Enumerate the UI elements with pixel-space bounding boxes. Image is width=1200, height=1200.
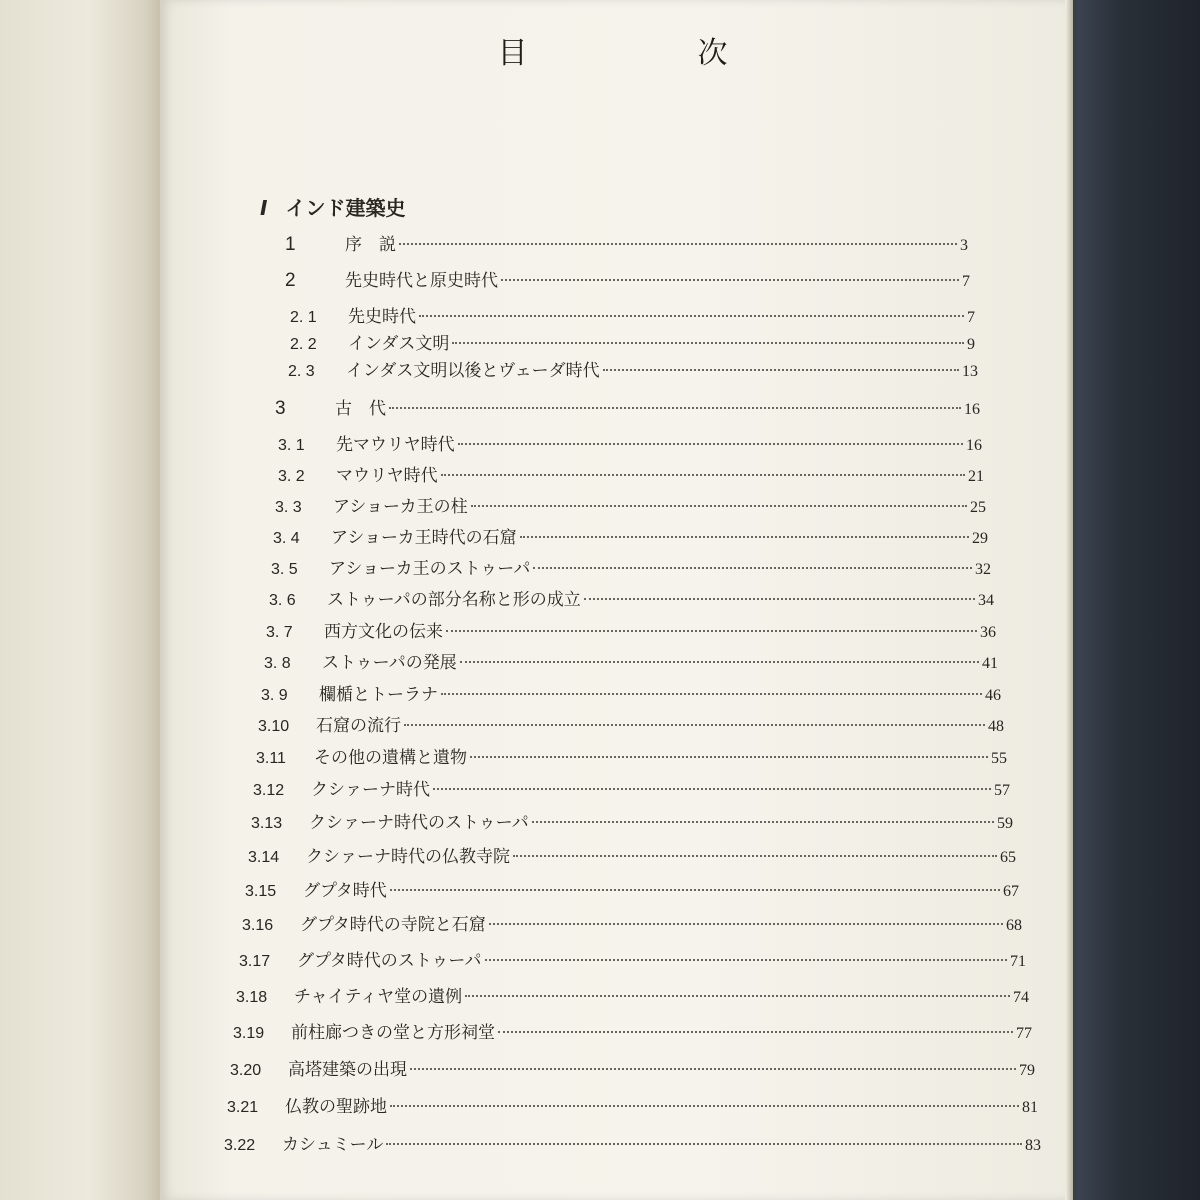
leader-dots [460,661,979,663]
entry-number: 3. 8 [264,655,291,672]
entry-title: グプタ時代の寺院と石窟 [300,915,486,935]
page-number: 55 [991,750,1007,767]
leader-dots [386,1143,1022,1145]
leader-dots [520,536,969,538]
leader-dots [501,279,959,281]
toc-entry [253,775,1010,800]
page-number: 67 [1003,883,1019,900]
page-number: 74 [1013,989,1029,1006]
toc-entry [256,743,1007,768]
toc-entry [273,523,988,548]
page-number: 57 [994,782,1010,799]
entry-number: 3. 9 [261,687,288,704]
toc-entry [239,946,1026,971]
entry-number: 3.15 [245,883,277,900]
entry-title: 前柱廊つきの堂と方形祠堂 [291,1023,495,1043]
toc-entry [266,617,996,642]
entry-number: 3. 7 [266,624,293,641]
entry-title: グプタ時代 [303,881,387,901]
entry-title: インダス文明以後とヴェーダ時代 [346,361,600,381]
entry-title: 先史時代 [348,307,416,327]
entry-number: 3. 6 [269,592,296,609]
entry-number: 2. 3 [288,363,315,380]
entry-title: マウリヤ時代 [336,466,438,486]
page-number: 46 [985,687,1001,704]
entry-number: 3. 2 [278,468,305,485]
page-number: 68 [1006,917,1022,934]
page-number: 16 [966,437,982,454]
entry-title: 序 説 [345,235,396,255]
entry-title: 先マウリヤ時代 [336,435,455,455]
page-number: 36 [980,624,996,641]
chapter-heading [260,192,405,221]
entry-title: カシュミール [282,1135,384,1155]
leader-dots [471,505,967,507]
toc-entry [224,1130,1041,1155]
entry-number: 3.10 [258,718,290,735]
leader-dots [533,567,972,569]
toc-entry [227,1092,1038,1117]
toc-entry [236,982,1029,1007]
entry-number: 3.12 [253,782,285,799]
page-number: 3 [960,237,968,254]
entry-title: アショーカ王のストゥーパ [329,559,531,579]
leader-dots [498,1031,1013,1033]
entry-title: ストゥーパの発展 [322,653,457,673]
leader-dots [513,855,997,857]
toc-entry [233,1018,1032,1043]
toc-entry [251,808,1013,833]
toc-entry [285,230,968,256]
page-number: 29 [972,530,988,547]
page-number: 65 [1000,849,1016,866]
toc-entry [275,492,986,517]
page-number: 25 [970,499,986,516]
entry-number: 3. 1 [278,437,305,454]
entry-title: クシァーナ時代 [311,780,430,800]
toc-entry [278,461,984,486]
toc-entry [271,554,991,579]
toc-entry [248,842,1016,867]
entry-number: 3. 4 [273,530,300,547]
entry-title: 石窟の流行 [316,716,401,736]
page-number: 16 [964,401,980,418]
page-number: 7 [962,273,970,290]
entry-number: 2 [285,270,296,291]
toc-entry [269,585,994,610]
leader-dots [465,995,1010,997]
page-number: 81 [1022,1099,1038,1116]
entry-number: 3.16 [242,917,274,934]
leader-dots [446,630,977,632]
leader-dots [433,788,991,790]
page-number: 32 [975,561,991,578]
entry-title: その他の遺構と遺物 [314,748,467,768]
entry-title: 先史時代と原史時代 [345,271,498,291]
entry-title: クシァーナ時代の仏教寺院 [306,847,510,867]
leader-dots [390,1105,1019,1107]
page-number: 59 [997,815,1013,832]
page-number: 34 [978,592,994,609]
entry-number: 3.19 [233,1025,265,1042]
leader-dots [485,959,1007,961]
entry-number: 1 [285,234,296,255]
leader-dots [452,342,964,344]
entry-number: 2. 1 [290,309,317,326]
entry-title: 西方文化の伝来 [324,622,443,642]
page-number: 13 [962,363,978,380]
page-number: 79 [1019,1062,1035,1079]
leader-dots [390,889,1000,891]
page-number: 21 [968,468,984,485]
entry-title: グプタ時代のストゥーパ [297,951,482,971]
entry-number: 3. 3 [275,499,302,516]
toc-page [160,0,1065,1200]
page-number: 7 [967,309,975,326]
leader-dots [532,821,994,823]
leader-dots [389,407,961,409]
chapter-title: インド建築史 [285,196,406,220]
toc-entry [245,876,1019,901]
chapter-number: I [260,196,268,220]
leader-dots [603,369,959,371]
toc-entry [290,329,975,354]
entry-number: 3 [275,398,286,419]
entry-number: 3.20 [230,1062,262,1079]
leader-dots [399,243,957,245]
leader-dots [584,598,975,600]
book-cover [1065,0,1200,1200]
entry-number: 3.13 [251,815,283,832]
entry-number: 3.17 [239,953,271,970]
toc-entry [242,910,1022,935]
leader-dots [489,923,1003,925]
page-number: 71 [1010,953,1026,970]
entry-number: 2. 2 [290,336,317,353]
toc-entry [264,648,998,673]
entry-title: アショーカ王の柱 [333,497,468,517]
toc-entry [230,1055,1035,1080]
entry-number: 3.11 [256,750,286,767]
leader-dots [419,315,964,317]
entry-title: 高塔建築の出現 [288,1060,407,1080]
toc-entry [258,711,1004,736]
entry-number: 3.14 [248,849,280,866]
leader-dots [458,443,963,445]
entry-number: 3.21 [227,1099,259,1116]
entry-title: 仏教の聖跡地 [285,1097,387,1117]
page-title: 目 次 [497,36,798,71]
entry-number: 3. 5 [271,561,298,578]
page-edge [1065,0,1073,1200]
toc-entry [290,302,975,327]
entry-title: チャイティヤ堂の遺例 [294,987,463,1007]
page-number: 83 [1025,1137,1041,1154]
toc-entry [278,430,982,455]
entry-title: 古 代 [335,399,386,419]
left-page [0,0,160,1200]
entry-number: 3.22 [224,1137,256,1154]
toc-entry [285,266,970,292]
entry-title: 欄楯とトーラナ [319,685,438,705]
page-number: 41 [982,655,998,672]
leader-dots [404,724,985,726]
page-number: 9 [967,336,975,353]
entry-title: クシァーナ時代のストゥーパ [309,813,529,833]
entry-title: ストゥーパの部分名称と形の成立 [327,590,581,610]
leader-dots [470,756,988,758]
leader-dots [441,693,982,695]
entry-number: 3.18 [236,989,268,1006]
entry-title: インダス文明 [348,334,450,354]
toc-entry [275,394,980,420]
toc-entry [288,356,978,381]
page-number: 48 [988,718,1004,735]
entry-title: アショーカ王時代の石窟 [331,528,517,548]
page-number: 77 [1016,1025,1032,1042]
leader-dots [410,1068,1016,1070]
leader-dots [441,474,965,476]
toc-entry [261,680,1001,705]
